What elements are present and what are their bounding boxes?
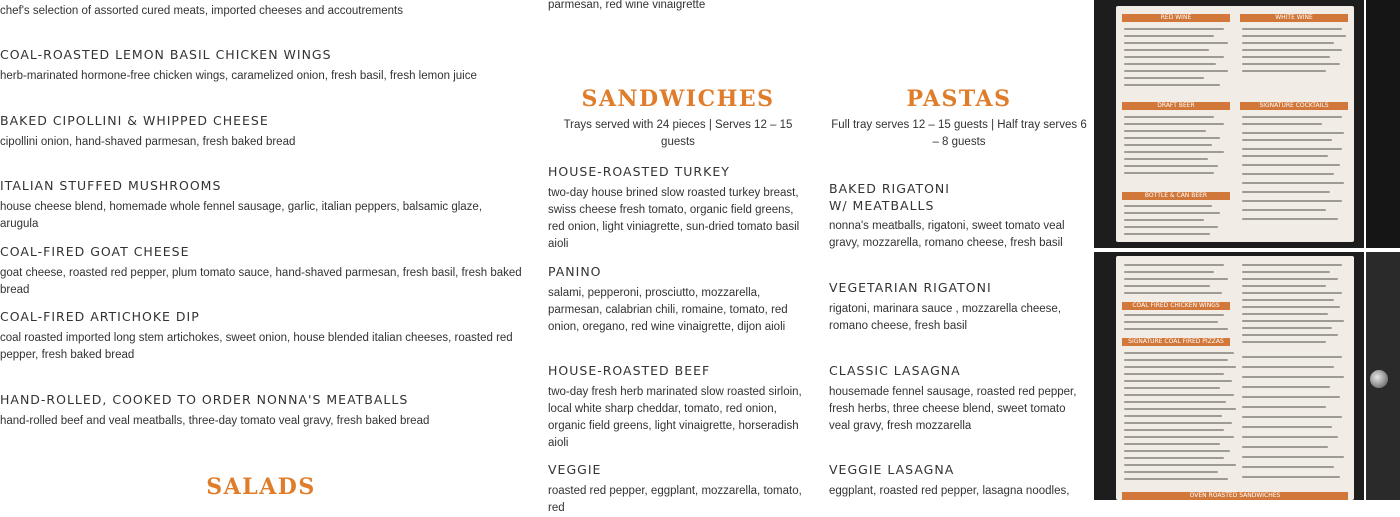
drinks-menu-board: [1116, 6, 1354, 242]
menu-item: [548, 263, 808, 336]
menu-item: [0, 308, 522, 364]
menu-item-name: HAND-ROLLED, COOKED TO ORDER NONNA'S MEATBALLS: [0, 392, 409, 407]
section-subtitle: Trays served with 24 pieces | Serves 12 – 15 guests: [563, 119, 793, 148]
menu-item: [829, 461, 1089, 500]
menu-item: [548, 461, 808, 517]
drinks-menu-photo: [1094, 0, 1364, 248]
board-header: COAL FIRED CHICKEN WINGS: [1122, 302, 1230, 310]
menu-item-description: goat cheese, roasted red pepper, plum tomato sauce, hand-shaved parmesan, fresh basil, fresh baked bread: [0, 267, 522, 296]
menu-item: [0, 112, 522, 151]
menu-item: [0, 391, 522, 430]
menu-item-description: two-day fresh herb marinated slow roasted sirloin, local white sharp cheddar, tomato, red onion, organic field greens, light vinaigrette, horseradish aioli: [548, 386, 802, 449]
menu-item: [829, 180, 959, 219]
menu-item-name: HOUSE-ROASTED BEEF: [548, 363, 711, 378]
board-header: SIGNATURE COCKTAILS: [1240, 102, 1348, 110]
menu-item-description: coal roasted imported long stem artichokes, sweet onion, house blended italian cheeses, roasted red pepper, fresh baked bread: [0, 332, 513, 361]
menu-item-description: cipollini onion, hand-shaved parmesan, fresh baked bread: [0, 136, 296, 148]
menu-item: [829, 362, 1089, 435]
menu-item-description: herb-marinated hormone-free chicken wings, caramelized onion, fresh basil, fresh lemon juice: [0, 70, 477, 82]
board-header: RED WINE: [1122, 14, 1230, 22]
menu-item-name: COAL-FIRED GOAT CHEESE: [0, 244, 190, 259]
menu-item-name: HOUSE-ROASTED TURKEY: [548, 164, 730, 179]
food-menu-board: [1116, 256, 1354, 500]
menu-item: [548, 362, 808, 452]
menu-item-name: VEGGIE LASAGNA: [829, 462, 955, 477]
board-header: SIGNATURE COAL FIRED PIZZAS: [1122, 338, 1230, 346]
board-header: WHITE WINE: [1240, 14, 1348, 22]
menu-item-description: housemade fennel sausage, roasted red pepper, fresh herbs, three cheese blend, sweet tomato veal gravy, fresh mozzarella: [829, 386, 1077, 432]
menu-item: [0, 177, 522, 233]
menu-item-name: CLASSIC LASAGNA: [829, 363, 961, 378]
menu-item-name: PANINO: [548, 264, 602, 279]
menu-item-description: rigatoni, marinara sauce , mozzarella cheese, romano cheese, fresh basil: [829, 303, 1062, 332]
door-edge-photo: [1366, 0, 1400, 248]
menu-item-description: hand-rolled beef and veal meatballs, three-day tomato veal gravy, fresh baked bread: [0, 415, 430, 427]
section-title-sandwiches: SANDWICHES: [581, 86, 775, 112]
menu-item: [0, 243, 522, 299]
menu-item: [548, 163, 808, 253]
menu-item-name: VEGETARIAN RIGATONI: [829, 280, 992, 295]
menu-item-name: BAKED CIPOLLINI & WHIPPED CHEESE: [0, 113, 269, 128]
menu-item-description: nonna's meatballs, rigatoni, sweet tomato veal gravy, mozzarella, romano cheese, fresh basil: [829, 220, 1065, 249]
menu-item-name: VEGGIE: [548, 462, 602, 477]
menu-item-description: roasted red pepper, eggplant, mozzarella, tomato, red: [548, 485, 802, 514]
board-header: DRAFT BEER: [1122, 102, 1230, 110]
menu-item: [829, 279, 1089, 335]
menu-item: [0, 46, 522, 85]
board-header: OVEN ROASTED SANDWICHES: [1122, 492, 1348, 500]
section-subtitle: Full tray serves 12 – 15 guests | Half tray serves 6 – 8 guests: [831, 119, 1087, 148]
menu-item-name: ITALIAN STUFFED MUSHROOMS: [0, 178, 222, 193]
previous-item-description: parmesan, red wine vinaigrette: [548, 0, 706, 11]
section-title-pastas: PASTAS: [906, 86, 1012, 112]
menu-item-description: eggplant, roasted red pepper, lasagna noodles,: [829, 485, 1070, 497]
menu-item-name: COAL-ROASTED LEMON BASIL CHICKEN WINGS: [0, 47, 332, 62]
door-edge-photo: [1366, 252, 1400, 500]
menu-item-name: COAL-FIRED ARTICHOKE DIP: [0, 309, 200, 324]
section-title-salads: SALADS: [206, 474, 316, 500]
door-knob-icon: [1370, 370, 1388, 388]
board-header: BOTTLE & CAN BEER: [1122, 192, 1230, 200]
food-menu-photo: [1094, 252, 1364, 500]
menu-item-description: house cheese blend, homemade whole fennel sausage, garlic, italian peppers, balsamic glaze, arugula: [0, 201, 483, 230]
menu-item-description: salami, pepperoni, prosciutto, mozzarella, parmesan, calabrian chili, romaine, tomato, red onion, oregano, red wine vinaigrette, dijon aioli: [548, 287, 788, 333]
menu-item-description: two-day house brined slow roasted turkey breast, swiss cheese fresh tomato, organic field greens, red onion, light viniagrette, sun-dried tomato basil aioli: [548, 187, 800, 250]
menu-item-name: BAKED RIGATONI W/ MEATBALLS: [829, 181, 950, 213]
charcuterie-description: chef's selection of assorted cured meats, imported cheeses and accoutrements: [0, 5, 403, 17]
